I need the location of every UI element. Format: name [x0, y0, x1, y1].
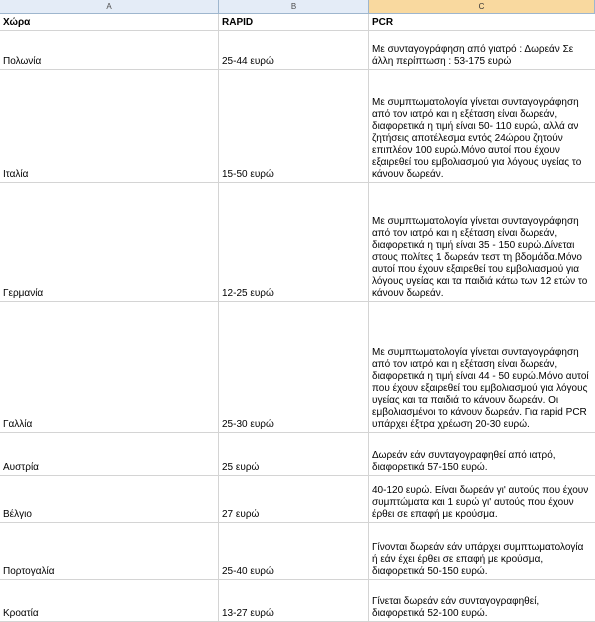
table-row [0, 302, 595, 433]
country-cell: Ιταλία [3, 169, 29, 180]
pcr-cell: Με συνταγογράφηση από γιατρό : Δωρεάν Σε άλλη περίπτωση : 53-175 ευρώ [372, 44, 574, 67]
cell[interactable] [369, 476, 595, 522]
rapid-cell: 25-44 ευρώ [222, 56, 274, 67]
cell[interactable] [219, 183, 369, 301]
country-cell: Πολωνία [3, 56, 42, 67]
cell[interactable] [369, 31, 595, 69]
pcr-cell: Με συμπτωματολογία γίνεται συνταγογράφηση από τον ιατρό και η εξέταση είναι δωρεάν, διαφορετικά η τιμή είναι 35 - 150 ευρώ.Δίνεται στους πολίτες 1 δωρεάν τεστ τη βδομάδα.Μόνο αυτοί που έχουν εξαιρεθεί του εμβολιασμού για λόγους υγείας και τα παιδιά κάτω των 12 ετών το κάνουν δωρεάν. [372, 216, 588, 299]
table-row [0, 183, 595, 302]
cell[interactable] [369, 14, 595, 30]
table-row [0, 31, 595, 70]
country-cell: Γαλλία [3, 419, 33, 430]
cell[interactable] [0, 580, 219, 621]
cell[interactable] [219, 580, 369, 621]
cell[interactable] [369, 580, 595, 621]
column-header-bar [0, 0, 595, 14]
table-row [0, 523, 595, 580]
cell[interactable] [0, 476, 219, 522]
cell[interactable] [219, 70, 369, 182]
column-header-b[interactable]: B [219, 0, 369, 13]
pcr-cell: 40-120 ευρώ. Είναι δωρεάν γι' αυτούς που έχουν συμπτώματα και 1 ευρώ γι' αυτούς που έχουν έρθει σε επαφή με κρούσμα. [372, 485, 589, 520]
cell[interactable] [0, 14, 219, 30]
table-row [0, 433, 595, 476]
table-row [0, 70, 595, 183]
rapid-cell: 12-25 ευρώ [222, 288, 274, 299]
pcr-cell: Γίνεται δωρεάν εάν συνταγογραφηθεί, διαφορετικά 52-100 ευρώ. [372, 596, 540, 619]
cell[interactable] [0, 302, 219, 432]
header-row [0, 14, 595, 31]
cell[interactable] [369, 302, 595, 432]
cell[interactable] [219, 14, 369, 30]
cell[interactable] [219, 302, 369, 432]
country-cell: Βέλγιο [3, 509, 32, 520]
cell[interactable] [369, 433, 595, 475]
cell[interactable] [0, 523, 219, 579]
cell[interactable] [0, 433, 219, 475]
column-header-c[interactable]: C [369, 0, 595, 13]
country-cell: Πορτογαλία [3, 566, 55, 577]
rapid-cell: 15-50 ευρώ [222, 169, 274, 180]
cell[interactable] [219, 523, 369, 579]
cell[interactable] [369, 523, 595, 579]
rapid-cell: 13-27 ευρώ [222, 608, 274, 619]
cell[interactable] [0, 31, 219, 69]
rapid-cell: 25-40 ευρώ [222, 566, 274, 577]
cell[interactable] [0, 70, 219, 182]
cell[interactable] [219, 433, 369, 475]
header-country: Χώρα [3, 17, 31, 28]
cell[interactable] [369, 70, 595, 182]
cell[interactable] [219, 31, 369, 69]
cell[interactable] [369, 183, 595, 301]
rapid-cell: 25-30 ευρώ [222, 419, 274, 430]
header-rapid: RAPID [222, 17, 254, 28]
table-row [0, 580, 595, 622]
table-row [0, 476, 595, 523]
pcr-cell: Γίνονται δωρεάν εάν υπάρχει συμπτωματολογία ή εάν έχει έρθει σε επαφή με κρούσμα, διαφορετικά 50-150 ευρώ. [372, 542, 584, 577]
column-header-a[interactable]: A [0, 0, 219, 13]
country-cell: Αυστρία [3, 462, 39, 473]
cell[interactable] [0, 183, 219, 301]
pcr-cell: Με συμπτωματολογία γίνεται συνταγογράφηση από τον ιατρό και η εξέταση είναι δωρεάν, διαφορετικά η τιμή είναι 44 - 50 ευρώ.Μόνο αυτοί που έχουν εξαιρεθεί του εμβολιασμού για λόγους υγείας και τα παιδιά το κάνουν δωρεάν. Οι εμβολιασμένοι το κάνουν δωρεάν. Για rapid PCR υπάρχει έξτρα χρέωση 20-30 ευρώ. [372, 347, 589, 430]
rapid-cell: 27 ευρώ [222, 509, 260, 520]
country-cell: Κροατία [3, 608, 39, 619]
rapid-cell: 25 ευρώ [222, 462, 260, 473]
header-pcr: PCR [372, 17, 394, 28]
pcr-cell: Με συμπτωματολογία γίνεται συνταγογράφηση από τον ιατρό και η εξέταση είναι δωρεάν, διαφορετικά η τιμή είναι 50- 110 ευρώ, αλλά αν ζητήσεις αποτέλεσμα εντός 24ώρου ζητούν επιπλέον 100 ευρώ.Μόνο αυτοί που έχουν εξαιρεθεί του εμβολιασμού για λόγους υγείας το κάνουν δωρεάν. [372, 97, 582, 180]
cell[interactable] [219, 476, 369, 522]
pcr-cell: Δωρεάν εάν συνταγογραφηθεί από ιατρό, διαφορετικά 57-150 ευρώ. [372, 450, 556, 473]
country-cell: Γερμανία [3, 288, 44, 299]
